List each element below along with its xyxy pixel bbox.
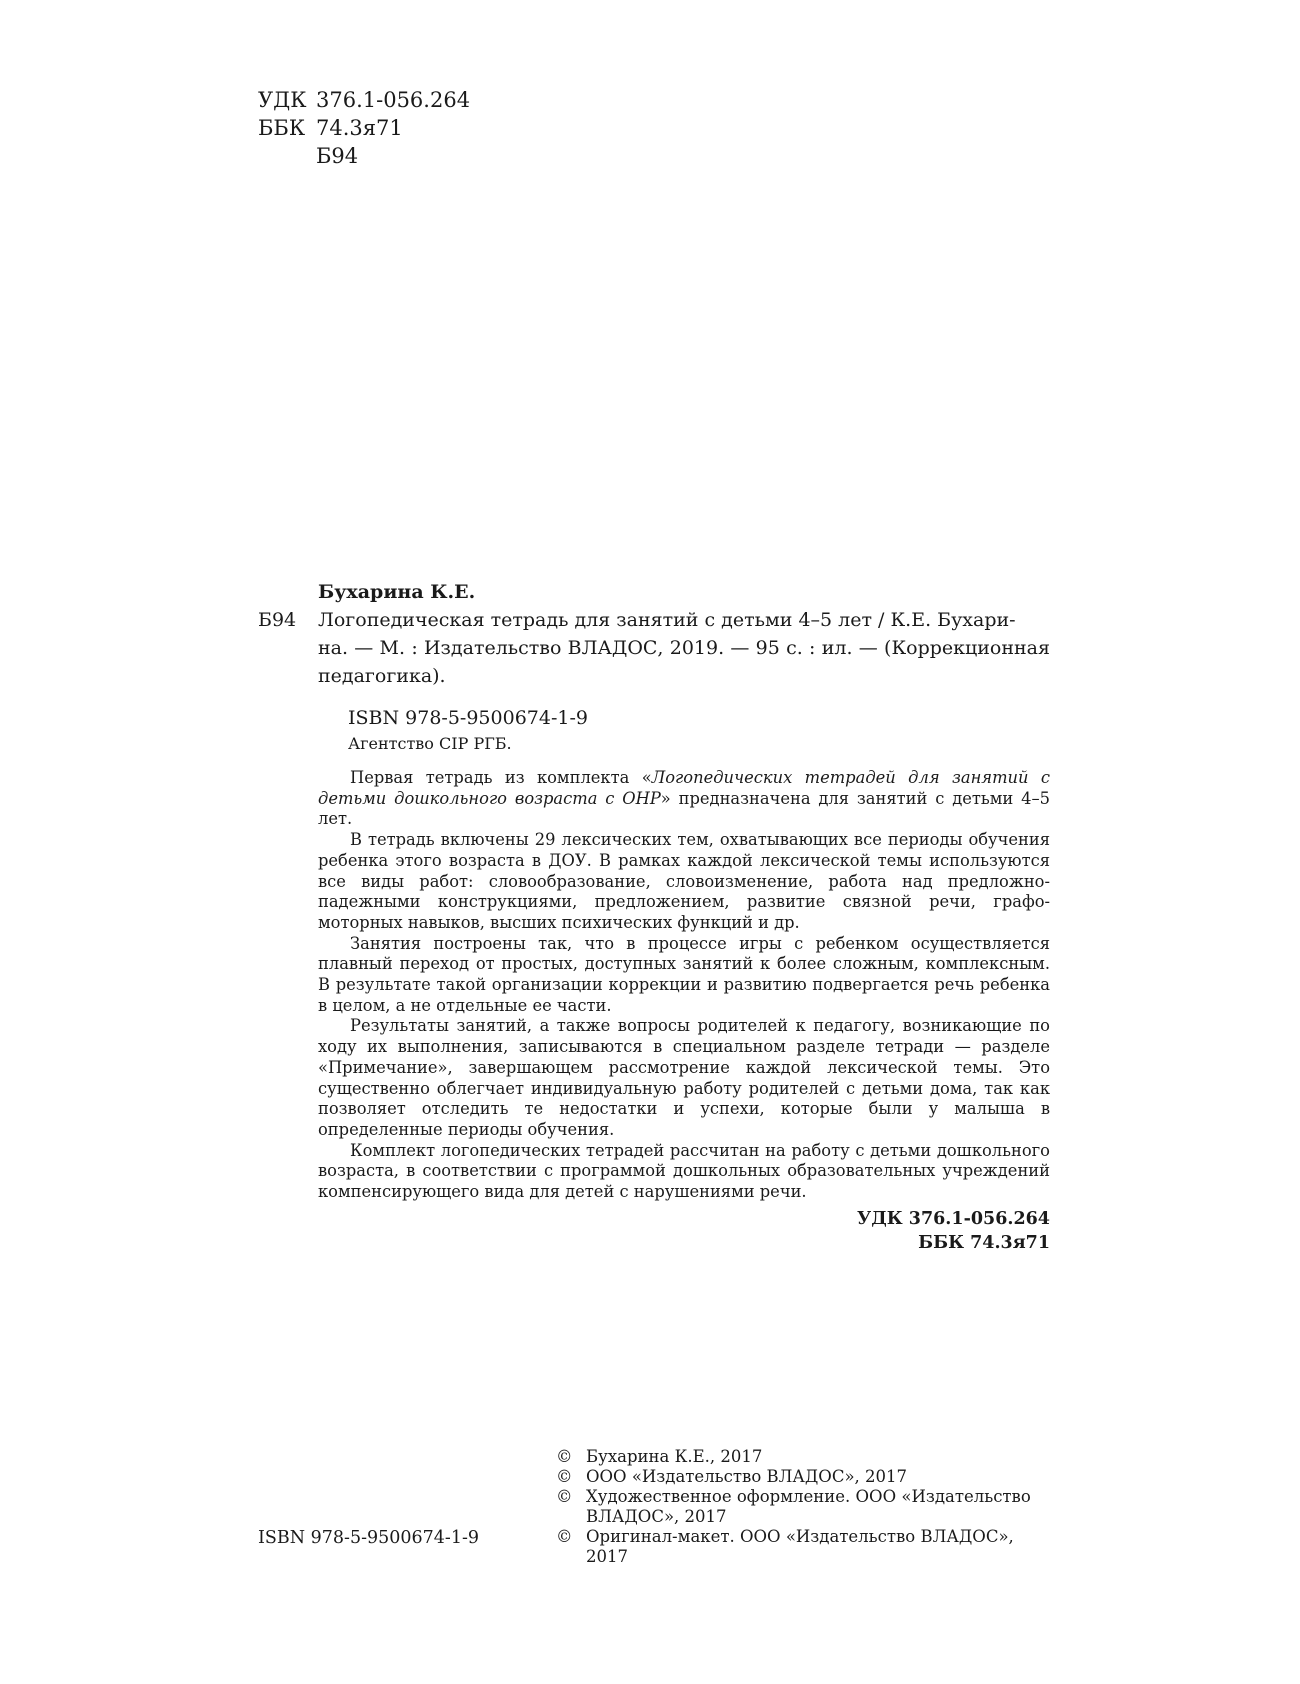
bbk-value: 74.3я71 — [316, 116, 403, 140]
annotation-paragraph-2: В тетрадь включены 29 лексических тем, охватывающих все периоды обучения ребенка этого возраста в ДОУ. В рамках каждой лексической темы используются все виды работ: словообразование, словоизменение, работа над предложно-падежными конструкциями, предложением, развитие связной речи, графо-моторных навыков, высших психических функций и др. — [318, 830, 1050, 932]
bibliographic-record — [258, 578, 1050, 690]
copyright-item: © Художественное оформление. ООО «Издательство ВЛАДОС», 2017 — [556, 1487, 1031, 1526]
udk-label: УДК — [258, 88, 307, 112]
bib-line-2: на. — М. : Издательство ВЛАДОС, 2019. — 95 с. : ил. — (Коррекционная — [318, 637, 1050, 659]
bib-first-row — [258, 606, 1050, 634]
copyright-icon: © — [556, 1527, 573, 1546]
annotation — [318, 768, 1050, 1203]
annotation-paragraph-1: Первая тетрадь из комплекта «Логопедических тетрадей для занятий с детьми дошкольного возраста с ОНР» предназначена для занятий с детьми 4–5 лет. — [318, 768, 1050, 829]
annotation-paragraph-3: Занятия построены так, что в процессе игры с ребенком осуществляется плавный переход от простых, доступных занятий к более сложным, комплексным. В результате такой организации коррекции и развитию подвергается речь ребенка в целом, а не отдельные ее части. — [318, 933, 1050, 1015]
copyright-icon: © — [556, 1467, 573, 1486]
udk-value: 376.1-056.264 — [316, 88, 471, 112]
bbk-label: ББК — [258, 116, 306, 140]
bottom-udk: УДК 376.1-056.264 — [857, 1209, 1050, 1229]
isbn-text: ISBN 978-5-9500674-1-9 — [348, 707, 588, 729]
bbk-row — [258, 114, 470, 142]
isbn-bottom: ISBN 978-5-9500674-1-9 — [258, 1528, 480, 1548]
bib-author: Бухарина К.Е. — [318, 581, 476, 603]
bib-line-1: Логопедическая тетрадь для занятий с детьми 4–5 лет / К.Е. Бухари- — [318, 609, 1016, 631]
bib-line-3: педагогика). — [318, 665, 446, 687]
cip-agency: Агентство CIP РГБ. — [348, 734, 512, 753]
classification-codes-top — [258, 86, 470, 170]
classification-codes-bottom — [780, 1207, 1050, 1255]
bottom-bbk: ББК 74.3я71 — [918, 1233, 1050, 1253]
copyright-list — [556, 1447, 1036, 1567]
annotation-paragraph-5: Комплект логопедических тетрадей рассчитан на работу с детьми дошкольного возраста, в соответствии с программой дошкольных образовательных учреждений компенсирующего вида для детей с нарушениями речи. — [318, 1140, 1050, 1202]
author-mark-row — [258, 142, 470, 170]
bib-index: Б94 — [258, 609, 297, 631]
author-mark: Б94 — [316, 144, 359, 168]
copyright-icon: © — [556, 1447, 573, 1466]
isbn-block — [348, 704, 588, 756]
annotation-paragraph-4: Результаты занятий, а также вопросы родителей к педагогу, возникающие по ходу их выполнения, записываются в специальном разделе тетради — разделе «Примечание», завершающем рассмотрение каждой лексической темы. Это существенно облегчает индивидуальную работу родителей с детьми дома, так как позволяет отследить те недостатки и успехи, которые были у малыша в определенные периоды обучения. — [318, 1016, 1050, 1139]
copyright-icon: © — [556, 1487, 573, 1506]
copyright-item: © Оригинал-макет. ООО «Издательство ВЛАДОС», 2017 — [556, 1527, 1014, 1566]
copyright-item: © Бухарина К.Е., 2017 — [556, 1447, 763, 1466]
copyright-item: © ООО «Издательство ВЛАДОС», 2017 — [556, 1467, 908, 1486]
udk-row — [258, 86, 470, 114]
series-title: Логопедических тетрадей для занятий с детьми дошкольного возраста с ОНР — [318, 768, 1050, 808]
